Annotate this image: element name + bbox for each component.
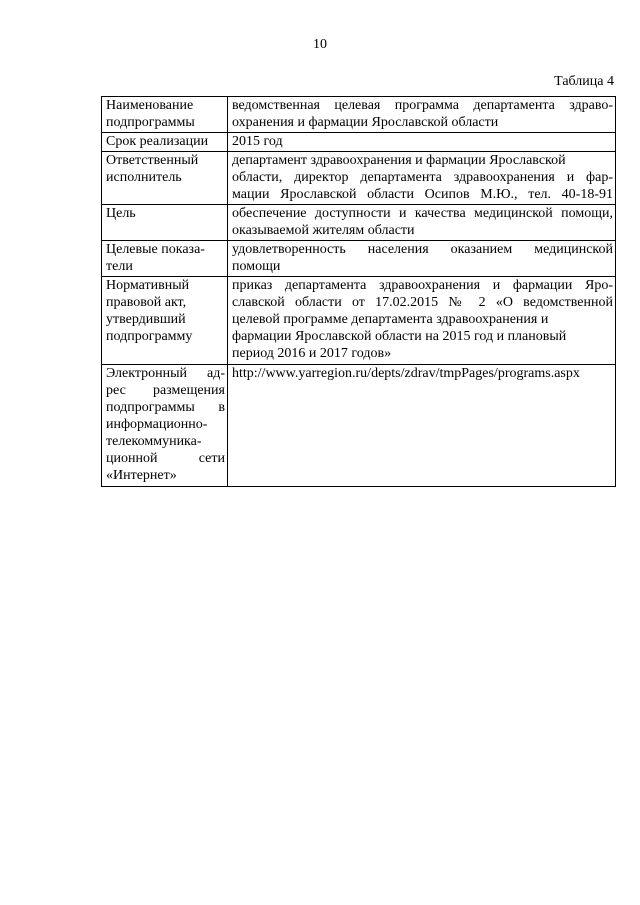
label-line: Цель — [106, 206, 136, 221]
row-value-indicators — [228, 241, 616, 277]
label-line: Ответственный — [106, 153, 199, 168]
program-url-link[interactable]: http://www.yarregion.ru/depts/zdrav/tmpPages/programs.aspx — [232, 366, 580, 381]
value-line: оказываемой жителям области — [232, 223, 415, 238]
row-value-legal-act — [228, 277, 616, 365]
value-line: 2015 год — [232, 134, 283, 149]
row-label-goal — [102, 205, 228, 241]
row-value-goal — [228, 205, 616, 241]
label-line: Нормативный — [106, 278, 190, 293]
row-label-internet-address — [102, 365, 228, 487]
value-line: охранения и фармации Ярославской области — [232, 115, 499, 130]
label-line: Срок реализации — [106, 134, 209, 149]
label-line: телекоммуника- — [106, 434, 202, 449]
row-value-period — [228, 133, 616, 152]
label-line: информационно- — [106, 417, 208, 432]
label-line: ционной сети — [106, 451, 225, 466]
value-line: целевой программе департамента здравоохранения и — [232, 312, 549, 327]
row-label-name — [102, 97, 228, 133]
table-caption: Таблица 4 — [554, 74, 614, 89]
label-line: Наименование — [106, 98, 194, 113]
label-line: тели — [106, 259, 133, 274]
table-row — [102, 97, 616, 133]
value-line: фармации Ярославской области на 2015 год и плановый — [232, 329, 567, 344]
value-line: помощи — [232, 259, 281, 274]
label-line: подпрограммы — [106, 115, 195, 130]
label-line: подпрограмму — [106, 329, 193, 344]
value-line: славской области от 17.02.2015 № 2 «О ведомственной — [232, 295, 613, 310]
table-row — [102, 241, 616, 277]
label-line: правовой акт, — [106, 295, 187, 310]
label-line: Целевые показа- — [106, 242, 205, 257]
row-value-executor — [228, 152, 616, 205]
row-label-executor — [102, 152, 228, 205]
value-line: приказ департамента здравоохранения и фармации Яро- — [232, 278, 613, 293]
value-line: департамент здравоохранения и фармации Ярославской — [232, 153, 566, 168]
row-value-name — [228, 97, 616, 133]
subprogram-passport-table — [101, 96, 616, 487]
label-line: исполнитель — [106, 170, 182, 185]
row-value-internet-address — [228, 365, 616, 487]
value-line: обеспечение доступности и качества медицинской помощи, — [232, 206, 613, 221]
page-number: 10 — [313, 37, 327, 52]
label-line: подпрограммы в — [106, 400, 225, 415]
value-line: области, директор департамента здравоохранения и фар- — [232, 170, 613, 185]
value-line: ведомственная целевая программа департамента здраво- — [232, 98, 613, 113]
table-row — [102, 365, 616, 487]
table-row — [102, 133, 616, 152]
row-label-period — [102, 133, 228, 152]
label-line: «Интернет» — [106, 468, 177, 483]
value-line: период 2016 и 2017 годов» — [232, 346, 392, 361]
label-line: Электронный ад- — [106, 366, 225, 381]
label-line: рес размещения — [106, 383, 225, 398]
value-line: удовлетворенность населения оказанием медицинской — [232, 242, 613, 257]
label-line: утвердивший — [106, 312, 186, 327]
table-row — [102, 152, 616, 205]
table-row — [102, 277, 616, 365]
row-label-legal-act — [102, 277, 228, 365]
table-row — [102, 205, 616, 241]
row-label-indicators — [102, 241, 228, 277]
value-line: мации Ярославской области Осипов М.Ю., тел. 40-18-91 — [232, 187, 613, 202]
